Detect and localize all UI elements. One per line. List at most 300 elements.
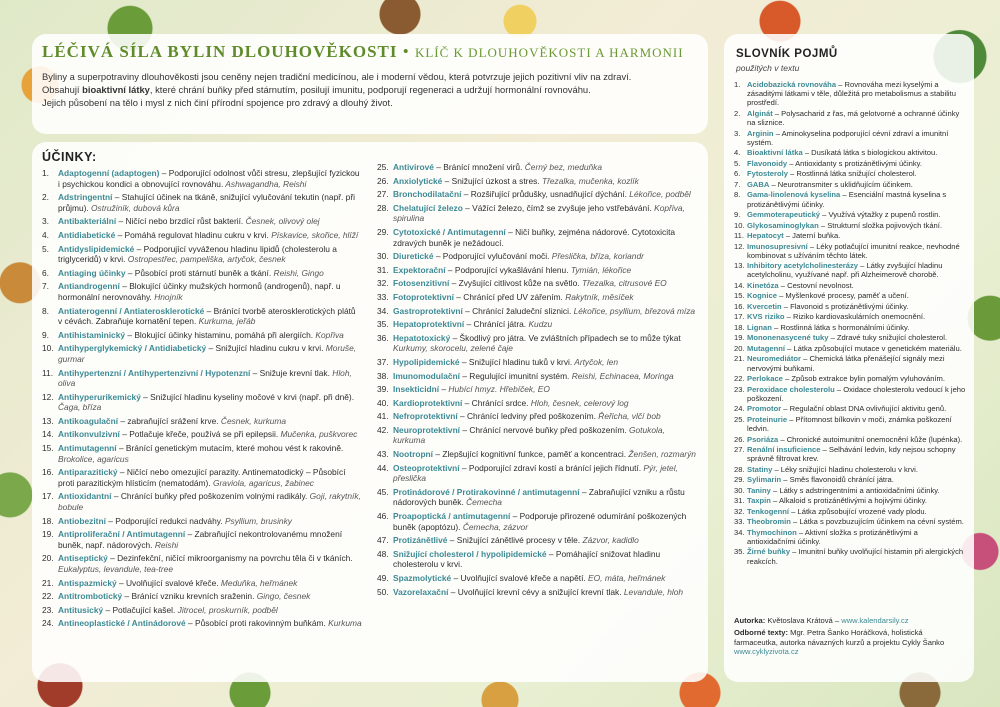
effect-description: – Působící proti stárnutí buněk a tkání. xyxy=(125,267,272,278)
effect-plants: Černý bez, meduňka xyxy=(522,162,603,172)
glossary-definition: – Léky potlačující imunitní reakce, nevhodné kombinovat s užíváním těchto látek. xyxy=(747,241,960,260)
effect-description: – Pomáhá regulovat hladinu cukru v krvi. xyxy=(115,229,269,240)
effect-body xyxy=(393,227,697,248)
effect-name: Kardioprotektivní xyxy=(393,397,463,408)
effect-name: Hepatotoxický xyxy=(393,332,451,343)
glossary-number: 26. xyxy=(734,434,745,444)
effect-description: – Snižující hladinu kyseliny močové v krvi (např. při dně). xyxy=(140,391,355,402)
effect-item xyxy=(42,192,362,213)
glossary-definition: – Látky zvyšující hladinu acetylcholinu, využívané např. při Alzheimerově chorobě. xyxy=(747,261,943,280)
glossary-body xyxy=(747,517,968,526)
glossary-title: SLOVNÍK POJMŮ xyxy=(736,48,838,60)
glossary-term: Kinetóza xyxy=(747,280,779,290)
intro-line-3: Jejich působení na tělo i mysl z nich činí přírodní spojence pro zdravý a dlouhý život. xyxy=(42,97,393,108)
effect-body xyxy=(58,491,362,512)
glossary-item xyxy=(734,221,968,230)
effect-number: 12. xyxy=(42,391,54,402)
effect-name: Antidiabetické xyxy=(58,229,116,240)
effect-name: Antitrombotický xyxy=(58,591,123,602)
effect-item xyxy=(42,443,362,464)
glossary-item xyxy=(734,415,968,433)
effect-name: Antikonvulzivní xyxy=(58,429,120,440)
effect-plants: Meduňka, heřmánek xyxy=(218,577,298,588)
effect-number: 41. xyxy=(377,411,389,422)
glossary-term: Glykosaminoglykan xyxy=(747,220,819,230)
effect-body xyxy=(393,371,697,382)
effect-name: Hypolipidemické xyxy=(393,356,460,367)
effect-description: – Chránící nervové buňky před poškozením. xyxy=(460,424,627,435)
glossary-item xyxy=(734,517,968,526)
glossary-term: Sylimarin xyxy=(747,475,782,485)
effect-description: – Podporující redukci nadváhy. xyxy=(105,515,223,526)
glossary-item xyxy=(734,323,968,332)
effect-number: 7. xyxy=(42,281,49,292)
effect-plants: Ostropestřec, pampeliška, artyčok, česnek xyxy=(125,254,286,265)
glossary-term: Theobromin xyxy=(747,517,791,527)
glossary-term: Acidobazická rovnováha xyxy=(747,80,837,89)
glossary-item xyxy=(734,261,968,279)
effect-number: 36. xyxy=(377,332,389,343)
effect-item xyxy=(377,306,697,317)
effect-description: – Zabraňující vzniku a růstu nádorových buněk. xyxy=(393,486,685,508)
effect-description: – Zlepšující kognitivní funkce, paměť a koncentraci. xyxy=(433,449,627,460)
glossary-item xyxy=(734,291,968,300)
glossary-term: Tenkogenní xyxy=(747,506,790,516)
effect-description: – Blokující účinky mužských hormonů (androgenů), např. u hormonální nerovnováhy. xyxy=(58,281,341,302)
effect-body xyxy=(58,578,362,589)
effect-plants: Reishi xyxy=(152,539,179,550)
effect-description: – Uvolňující svalové křeče. xyxy=(116,577,219,588)
effect-number: 31. xyxy=(377,264,389,275)
effect-name: Adstringentní xyxy=(58,192,113,203)
glossary-number: 5. xyxy=(734,158,741,168)
glossary-body xyxy=(747,333,968,342)
credit-review-link[interactable]: www.cyklyzivota.cz xyxy=(734,647,799,657)
glossary-panel xyxy=(724,34,974,682)
effect-number: 11. xyxy=(42,367,54,378)
effect-body xyxy=(58,216,362,227)
effect-item xyxy=(377,319,697,330)
effect-plants: Hnojník xyxy=(151,291,183,302)
effect-body xyxy=(58,591,362,602)
effect-plants: Lékořice, psyllium, březová míza xyxy=(571,305,696,316)
effect-body xyxy=(393,333,697,354)
glossary-item xyxy=(734,445,968,463)
credit-review xyxy=(734,628,968,656)
effect-body xyxy=(58,306,362,327)
credit-author-name: Květoslava Krátová – xyxy=(765,616,842,625)
glossary-body xyxy=(747,281,968,290)
glossary-item xyxy=(734,465,968,474)
title-subtitle: KLÍČ K DLOUHOVĚKOSTI A HARMONII xyxy=(414,45,684,60)
glossary-item xyxy=(734,404,968,413)
glossary-number: 19. xyxy=(734,333,745,343)
effect-plants: Gingo, česnek xyxy=(254,591,311,602)
glossary-definition: – Látky s adstringentními a antioxidačními účinky. xyxy=(770,485,940,495)
glossary-definition: – Chemická látka přenášející signály mezi nervovými buňkami. xyxy=(747,354,945,373)
glossary-definition: – Aminokyselina podporující cévní zdraví a imunitní systém. xyxy=(747,128,949,147)
effect-name: Fotosenzitivní xyxy=(393,278,450,289)
glossary-body xyxy=(747,547,968,565)
glossary-number: 35. xyxy=(734,547,745,557)
effect-item xyxy=(42,168,362,189)
glossary-body xyxy=(747,323,968,332)
glossary-term: Flavonoidy xyxy=(747,158,788,168)
effect-name: Neuroprotektivní xyxy=(393,424,461,435)
effect-plants: Kopřiva, spirulina xyxy=(393,202,685,224)
glossary-definition: – Aktivní složka s protizánětlivými a antioxidačními účinky. xyxy=(747,527,918,546)
effect-body xyxy=(58,529,362,550)
effect-number: 9. xyxy=(42,329,49,340)
glossary-item xyxy=(734,190,968,208)
glossary-term: Statiny xyxy=(747,464,773,474)
glossary-definition: – Polysacharid z řas, má gelotvorné a ochranné účinky na sliznice. xyxy=(747,108,960,128)
effect-name: Antiseptický xyxy=(58,553,108,564)
effect-body xyxy=(58,268,362,279)
effect-number: 13. xyxy=(42,415,54,426)
effect-number: 38. xyxy=(377,370,389,381)
effect-description: – Chránící játra. xyxy=(464,319,527,330)
glossary-body xyxy=(747,80,968,108)
effect-description: – Podporuje přirozené odumírání poškozených buněk (apoptózu). xyxy=(393,511,687,532)
effect-description: – Uvolňující svalové křeče a napětí. xyxy=(451,573,586,583)
effect-item xyxy=(377,333,697,354)
effect-plants: Česnek, kurkuma xyxy=(218,415,287,426)
effect-number: 50. xyxy=(377,586,389,597)
effect-description: – Snižující zánětlivé procesy v těle. xyxy=(447,535,581,546)
effect-plants: Tymián, lékořice xyxy=(568,264,632,275)
effect-description: – Bránící genetickým mutacím, které mohou vést k rakovině. xyxy=(116,443,344,454)
effect-name: Antidyslipidemické xyxy=(58,243,135,254)
glossary-number: 9. xyxy=(734,210,741,220)
intro-line-2-bold: bioaktivní látky xyxy=(82,84,150,95)
glossary-item xyxy=(734,180,968,189)
effect-body xyxy=(393,398,697,409)
glossary-subtitle: použitých v textu xyxy=(736,63,800,73)
effect-plants: Ashwagandha, Reishi xyxy=(223,178,307,189)
effect-item xyxy=(42,416,362,427)
effect-name: Chelatující železo xyxy=(393,202,463,213)
glossary-definition: – Látka s povzbuzujícím účinkem na cévní systém. xyxy=(790,517,964,527)
glossary-term: Hepatocyt xyxy=(747,231,784,241)
effect-item xyxy=(42,578,362,589)
effect-name: Antihistaminický xyxy=(58,329,126,340)
effect-body xyxy=(393,487,697,508)
effect-plants: Čemecha xyxy=(463,497,502,508)
glossary-term: Kvercetin xyxy=(747,301,782,311)
effects-title: ÚČINKY: xyxy=(42,150,97,164)
effect-number: 4. xyxy=(42,229,49,240)
glossary-body xyxy=(747,415,968,433)
effect-plants: Přeslička, bříza, koriandr xyxy=(549,251,644,262)
glossary-term: Taniny xyxy=(747,485,771,495)
glossary-number: 25. xyxy=(734,414,745,424)
glossary-term: Proteinurie xyxy=(747,414,788,424)
effect-item xyxy=(42,553,362,574)
glossary-item xyxy=(734,159,968,168)
effect-body xyxy=(58,618,362,629)
effect-name: Antiaging účinky xyxy=(58,267,126,278)
glossary-number: 22. xyxy=(734,374,745,384)
effect-plants: Česnek, olivový olej xyxy=(243,216,320,227)
effect-description: – Bránící množení virů. xyxy=(433,162,523,172)
glossary-number: 11. xyxy=(734,231,744,241)
effect-body xyxy=(58,368,362,389)
effect-item xyxy=(377,357,697,368)
effect-name: Spazmolytické xyxy=(393,573,452,583)
glossary-item xyxy=(734,507,968,516)
glossary-body xyxy=(747,486,968,495)
glossary-body xyxy=(747,507,968,516)
glossary-item xyxy=(734,435,968,444)
effect-number: 43. xyxy=(377,449,389,460)
effect-description: – Regulující imunitní systém. xyxy=(460,370,570,381)
effect-body xyxy=(393,176,697,187)
glossary-term: Promotor xyxy=(747,404,782,414)
effect-description: – xyxy=(439,384,447,395)
effect-name: Hepatoprotektivní xyxy=(393,319,465,330)
effect-body xyxy=(58,443,362,464)
glossary-term: Žirné buňky xyxy=(747,547,791,557)
glossary-body xyxy=(747,475,968,484)
effect-number: 10. xyxy=(42,343,54,354)
effect-name: Antimutagenní xyxy=(58,443,117,454)
effect-number: 45. xyxy=(377,486,389,497)
effect-plants: Rakytník, měsíček xyxy=(562,291,634,302)
effect-name: Diuretické xyxy=(393,251,434,262)
effect-plants: Čemecha, zázvor xyxy=(460,521,529,532)
effect-item xyxy=(377,449,697,460)
glossary-definition: – Myšlenkové procesy, paměť a učení. xyxy=(776,291,909,301)
effect-number: 18. xyxy=(42,515,54,526)
effect-item xyxy=(42,268,362,279)
effect-plants: Hubící hmyz. Hřebíček, EO xyxy=(446,384,550,395)
effect-description: – Dezinfekční, ničící mikroorganismy na povrchu těla či v tkáních. xyxy=(107,553,353,564)
glossary-body xyxy=(747,354,968,372)
glossary-definition: – Selhávání ledvin, kdy nejsou schopny správně filtrovat krev. xyxy=(747,445,956,464)
effect-body xyxy=(393,292,697,303)
effect-body xyxy=(393,357,697,368)
effect-body xyxy=(58,168,362,189)
effect-body xyxy=(393,511,697,532)
effect-description: – Bránící tvorbě aterosklerotických plátů v cévách. Zabraňuje kornatění tepen. xyxy=(58,305,356,327)
effect-body xyxy=(58,244,362,265)
credit-author xyxy=(734,616,968,625)
effect-description: – Škodlivý pro játra. Ve zvláštních případech se to může týkat xyxy=(450,332,681,343)
effect-body xyxy=(58,343,362,364)
glossary-definition: – Strukturní složka pojivových tkání. xyxy=(818,220,942,230)
effect-item xyxy=(42,216,362,227)
effect-body xyxy=(393,251,697,262)
glossary-definition: – Riziko kardiovaskulárních onemocnění. xyxy=(784,312,926,322)
effect-plants: Jitrocel, proskurník, podběl xyxy=(175,604,278,615)
effect-name: Protizánětlivé xyxy=(393,535,448,546)
effect-body xyxy=(58,416,362,427)
intro-line-2 xyxy=(42,83,702,96)
effect-description: – Potlačuje křeče, používá se při epilepsii. xyxy=(119,429,279,440)
glossary-definition: – Látka způsobující vrozené vady plodu. xyxy=(789,506,927,516)
effect-name: Imunomodulační xyxy=(393,370,460,381)
effect-name: Nefroprotektivní xyxy=(393,411,458,422)
effect-body xyxy=(58,605,362,616)
effect-number: 26. xyxy=(377,175,389,186)
effect-item xyxy=(377,398,697,409)
effect-number: 46. xyxy=(377,511,389,522)
glossary-definition: – Přítomnost bílkovin v moči, známka poškození ledvin. xyxy=(747,414,952,434)
glossary-item xyxy=(734,210,968,219)
glossary-definition: – Oxidace cholesterolu vedoucí k jeho poškození. xyxy=(747,384,966,403)
effect-number: 40. xyxy=(377,397,389,408)
effect-name: Fotoprotektivní xyxy=(393,291,454,302)
intro-text xyxy=(42,70,702,109)
effect-plants: Ostružiník, dubová kůra xyxy=(88,202,180,213)
glossary-item xyxy=(734,374,968,383)
effect-name: Anxiolytické xyxy=(393,175,443,186)
title-separator: • xyxy=(402,42,410,61)
effect-body xyxy=(393,319,697,330)
glossary-body xyxy=(747,374,968,383)
effect-description: – Podporující odolnost vůči stresu, zlepšující fyzickou i psychickou kondici a obnovující rovnováhu. xyxy=(58,168,360,189)
glossary-definition: – Rostlinná látka snižující cholesterol. xyxy=(787,169,917,179)
effect-body xyxy=(393,463,697,484)
glossary-body xyxy=(747,528,968,546)
credit-author-link[interactable]: www.kalendarsily.cz xyxy=(841,616,909,625)
effect-item xyxy=(42,605,362,616)
effect-number: 47. xyxy=(377,535,389,546)
effect-item xyxy=(42,591,362,602)
effect-number: 33. xyxy=(377,291,389,302)
glossary-number: 14. xyxy=(734,280,745,290)
effect-name: Vazorelaxační xyxy=(393,586,449,597)
glossary-number: 2. xyxy=(734,108,741,118)
glossary-item xyxy=(734,547,968,565)
effect-name: Cytotoxické / Antimutagenní xyxy=(393,226,506,237)
glossary-number: 29. xyxy=(734,475,745,485)
effect-item xyxy=(377,463,697,484)
effect-name: Antiparazitický xyxy=(58,467,118,478)
effect-number: 29. xyxy=(377,226,389,237)
effect-number: 20. xyxy=(42,553,54,564)
effect-description: – Podporující vylučování moči. xyxy=(433,251,550,262)
effect-plants: Pískavice, skořice, hlíží xyxy=(268,229,359,240)
effects-panel xyxy=(32,142,708,682)
glossary-item xyxy=(734,80,968,108)
effect-item xyxy=(377,384,697,395)
glossary-body xyxy=(747,385,968,403)
effects-column-1 xyxy=(42,168,362,632)
glossary-body xyxy=(747,221,968,230)
glossary-term: Inhibitory acetylcholinesterázy xyxy=(747,261,858,271)
glossary-number: 27. xyxy=(734,445,745,455)
glossary-term: Psoriáza xyxy=(747,434,779,444)
glossary-term: Mononenasycené tuky xyxy=(747,333,829,343)
effect-number: 44. xyxy=(377,462,389,473)
effect-plants: Kudzu xyxy=(526,319,553,330)
glossary-body xyxy=(747,242,968,260)
glossary-term: Kognice xyxy=(747,291,777,301)
effect-number: 42. xyxy=(377,424,389,435)
glossary-body xyxy=(747,169,968,178)
effect-item xyxy=(377,292,697,303)
effect-description: – Zabraňující nekontrolovanému množení buněk, např. nádorových. xyxy=(58,529,343,550)
effect-number: 15. xyxy=(42,443,54,454)
effect-number: 24. xyxy=(42,618,54,629)
glossary-term: Mutagenní xyxy=(747,343,785,353)
effect-name: Nootropní xyxy=(393,449,434,460)
glossary-item xyxy=(734,354,968,372)
intro-line-1: Byliny a superpotraviny dlouhověkosti jsou ceněny nejen tradiční medicínou, ale i moderní vědou, která potvrzuje jejich pozitivní vliv na zdraví. xyxy=(42,71,632,82)
effect-body xyxy=(58,553,362,574)
effect-plants: Graviola, agaricus, žabinec xyxy=(210,477,314,488)
glossary-body xyxy=(747,445,968,463)
effect-number: 16. xyxy=(42,467,54,478)
effect-name: Expektorační xyxy=(393,264,446,275)
effect-description: – Pomáhající snižovat hladinu cholesterolu v krvi. xyxy=(393,548,661,570)
glossary-body xyxy=(747,261,968,279)
glossary-definition: – Regulační oblast DNA ovlivňující aktivitu genů. xyxy=(781,404,947,414)
glossary-body xyxy=(747,190,968,208)
effect-item xyxy=(42,392,362,413)
effect-item xyxy=(42,516,362,527)
effect-number: 28. xyxy=(377,202,389,213)
effect-description: – Podporující zdraví kostí a bránící jejich řídnutí. xyxy=(459,462,642,473)
intro-line-2-start: Obsahují xyxy=(42,84,83,95)
effect-item xyxy=(42,281,362,302)
effect-item xyxy=(42,618,362,629)
glossary-definition: – Využívá výtažky z pupenů rostlin. xyxy=(820,210,941,220)
effect-number: 25. xyxy=(377,162,389,172)
glossary-term: Perlokace xyxy=(747,374,783,384)
effect-plants: Kurkumy, skorocelu, zelené čaje xyxy=(393,343,513,354)
effect-description: – Stahující účinek na tkáně, snižující vylučování tekutin (např. při průjmu). xyxy=(58,192,355,213)
effect-name: Antikoagulační xyxy=(58,415,119,426)
effect-item xyxy=(377,227,697,248)
effect-plants: Gotukola, kurkuma xyxy=(393,424,665,446)
glossary-body xyxy=(747,465,968,474)
effect-name: Antineoplastické / Antinádorové xyxy=(58,618,186,629)
effect-body xyxy=(393,278,697,289)
glossary-term: Bioaktivní látka xyxy=(747,148,803,158)
glossary-definition: – Rovnováha mezi kyselými a zásaditými látkami v těle, důležitá pro metabolismus a stabilitu prostředí. xyxy=(747,80,956,108)
effect-number: 48. xyxy=(377,548,389,559)
glossary-number: 4. xyxy=(734,148,741,158)
effect-plants: Reishi, Echinacea, Moringa xyxy=(569,370,674,381)
effect-plants: Eukalyptus, levandule, tea-tree xyxy=(58,564,173,574)
effect-name: Protinádorové / Protirakovinné / antimutagenní xyxy=(393,486,580,497)
effect-item xyxy=(42,429,362,440)
effect-item xyxy=(377,535,697,546)
effect-item xyxy=(377,176,697,187)
credit-review-label: Odborné texty: xyxy=(734,628,789,638)
effect-number: 3. xyxy=(42,216,49,227)
effect-body xyxy=(393,189,697,200)
credit-review-text: Mgr. Petra Šanko Horáčková, holistická farmaceutka, autorka návazných kurzů a projektu Cykly Šanko xyxy=(734,628,945,647)
effect-plants: Kurkuma xyxy=(325,618,362,629)
effect-description: – Chránící ledviny před poškozením. xyxy=(457,411,596,422)
header-panel xyxy=(32,34,708,134)
effect-plants: Psyllium, brusinky xyxy=(222,515,292,526)
effect-description: – Podporující vykašlávání hlenu. xyxy=(445,264,569,275)
glossary-item xyxy=(734,312,968,321)
effect-item xyxy=(377,278,697,289)
glossary-number: 3. xyxy=(734,128,741,138)
glossary-body xyxy=(747,404,968,413)
effect-item xyxy=(377,251,697,262)
effect-name: Antitusický xyxy=(58,604,104,615)
effect-item xyxy=(377,162,697,173)
effect-item xyxy=(42,230,362,241)
glossary-definition: – Jaterní buňka. xyxy=(783,231,841,241)
